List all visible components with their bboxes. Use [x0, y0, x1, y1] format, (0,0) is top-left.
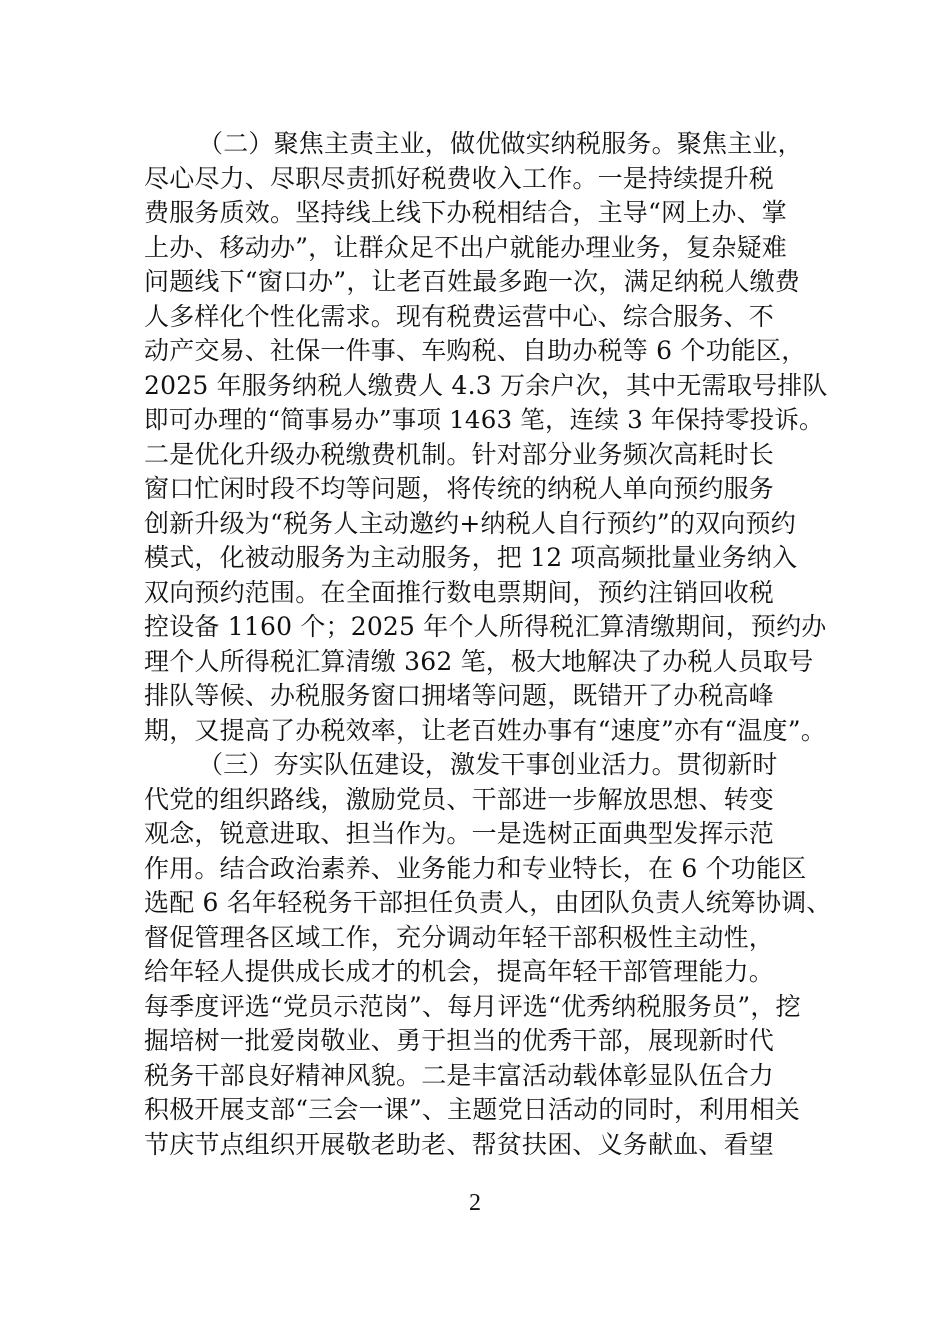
paragraph-3-line-1: （三）夯实队伍建设，激发干事创业活力。贯彻新时	[198, 750, 778, 779]
paragraph-2-line-1: （二）聚焦主责主业，做优做实纳税服务。聚焦主业，	[198, 129, 803, 158]
paragraph-2-line-15: 控设备 1160 个；2025 年个人所得税汇算清缴期间，预约办	[144, 612, 827, 641]
paragraph-2-line-5: 问题线下“窗口办”，让老百姓最多跑一次，满足纳税人缴费	[144, 267, 800, 296]
paragraph-2-line-8: 2025 年服务纳税人缴费人 4.3 万余户次，其中无需取号排队	[144, 370, 828, 400]
paragraph-2-line-18: 期，又提高了办税效率，让老百姓办事有“速度”亦有“温度”。	[144, 715, 826, 745]
paragraph-2-line-7: 动产交易、社保一件事、车购税、自助办税等 6 个功能区，	[144, 336, 807, 365]
paragraph-3-line-8: 每季度评选“党员示范岗”、每月评选“优秀纳税服务员”，挖	[144, 991, 801, 1021]
paragraph-2-line-11: 窗口忙闲时段不均等问题，将传统的纳税人单向预约服务	[144, 474, 775, 503]
paragraph-2-line-3: 费服务质效。坚持线上线下办税相结合，主导“网上办、掌	[144, 198, 787, 227]
paragraph-2-line-12: 创新升级为“税务人主动邀约+纳税人自行预约”的双向预约	[144, 508, 796, 538]
paragraph-2-line-16: 理个人所得税汇算清缴 362 笔，极大地解决了办税人员取号	[144, 646, 814, 676]
paragraph-3-line-3: 观念，锐意进取、担当作为。一是选树正面典型发挥示范	[144, 819, 775, 848]
paragraph-3-line-4: 作用。结合政治素养、业务能力和专业特长，在 6 个功能区	[144, 853, 807, 883]
paragraph-2-line-4: 上办、移动办”，让群众足不出户就能办理业务，复杂疑难	[144, 232, 787, 262]
paragraph-3-line-10: 税务干部良好精神风貌。二是丰富活动载体彰显队伍合力	[144, 1060, 775, 1090]
paragraph-2-line-10: 二是优化升级办税缴费机制。针对部分业务频次高耗时长	[144, 439, 775, 469]
paragraph-3-line-5: 选配 6 名年轻税务干部担任负责人，由团队负责人统筹协调、	[144, 888, 832, 917]
paragraph-2-line-13: 模式，化被动服务为主动服务，把 12 项高频批量业务纳入	[144, 543, 798, 572]
paragraph-3-line-9: 掘培树一批爱岗敬业、勇于担当的优秀干部，展现新时代	[144, 1026, 775, 1055]
paragraph-2-line-9: 即可办理的“简事易办”事项 1463 笔，连续 3 年保持零投诉。	[144, 405, 824, 434]
paragraph-2-line-6: 人多样化个性化需求。现有税费运营中心、综合服务、不	[144, 301, 775, 331]
paragraph-2-line-14: 双向预约范围。在全面推行数电票期间，预约注销回收税	[144, 577, 775, 607]
paragraph-2-line-2: 尽心尽力、尽职尽责抓好税费收入工作。一是持续提升税	[144, 163, 775, 193]
paragraph-3-line-12: 节庆节点组织开展敬老助老、帮贫扶困、义务献血、看望	[144, 1129, 775, 1159]
page-number: 2	[469, 1190, 481, 1216]
paragraph-2-line-17: 排队等候、办税服务窗口拥堵等问题，既错开了办税高峰	[144, 681, 775, 710]
paragraph-3-line-11: 积极开展支部“三会一课”、主题党日活动的同时，利用相关	[144, 1095, 800, 1124]
paragraph-3-line-7: 给年轻人提供成长成才的机会，提高年轻干部管理能力。	[144, 957, 775, 986]
paragraph-3-line-6: 督促管理各区域工作，充分调动年轻干部积极性主动性，	[144, 922, 775, 952]
body-text	[144, 127, 834, 1162]
paragraph-3-line-2: 代党的组织路线，激励党员、干部进一步解放思想、转变	[144, 784, 775, 814]
